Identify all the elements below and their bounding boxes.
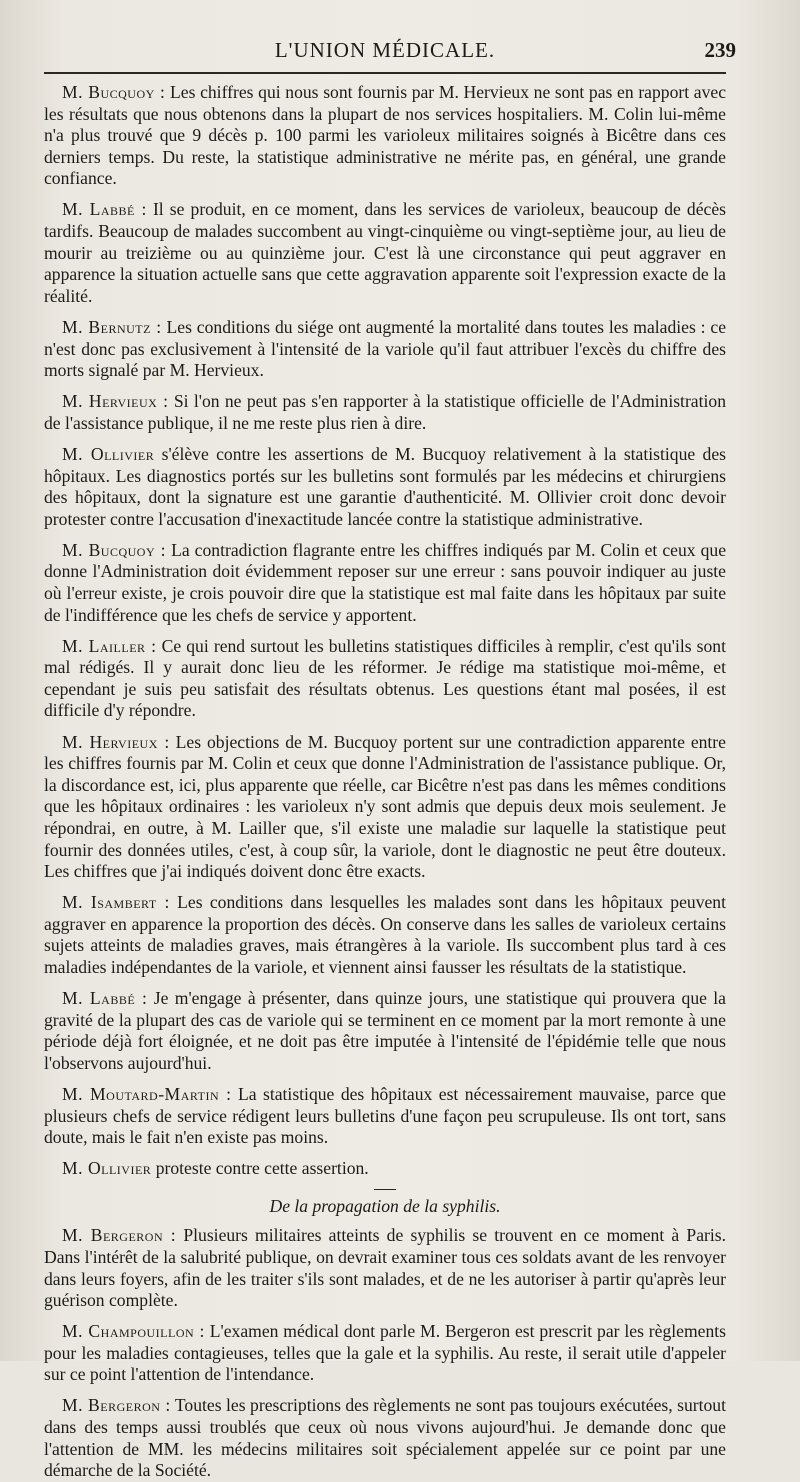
speaker-name: M. Bernutz : xyxy=(62,316,162,337)
paragraph xyxy=(44,444,726,530)
paragraph xyxy=(44,732,726,883)
paragraph xyxy=(44,892,726,978)
paragraph-text: Les conditions du siége ont augmenté la mortalité dans toutes les maladies : ce n'est donc pas exclusivement à l'intensité de la variole qu'il faut attribuer l'excès du chiffre des morts signalé par M. Hervieux. xyxy=(44,316,726,381)
paragraph-text: L'examen médical dont parle M. Bergeron est prescrit par les règlements pour les maladies contagieuses, telles que la gale et la syphilis. Au reste, il serait utile d'appeler sur ce point l'attention de l'intendance. xyxy=(44,1321,726,1385)
paragraph xyxy=(44,199,726,307)
speaker-name: M. Labbé : xyxy=(62,199,147,220)
speaker-name: M. Lailler : xyxy=(62,635,157,656)
speaker-name: M. Bergeron : xyxy=(62,1225,177,1246)
paragraph-text: Les objections de M. Bucquoy portent sur une contradiction apparente entre les chiffres fournis par M. Colin et ceux que donne l'Administration de l'assistance publique. Or, la discordance est, ici, plus apparente que réelle, car Bicêtre n'est pas dans les mêmes conditions que les hôpitaux ordinaires : les varioleux n'y sont admis que depuis deux mois seulement. Je répondrai, en outre, à M. Lailler que, s'il existe une maladie sur laquelle la statistique peut fournir des données utiles, c'est, à coup sûr, la variole, dont le diagnostic ne peut être douteux. Les chiffres que j'ai indiqués doivent donc être exacts. xyxy=(44,731,726,882)
paragraph xyxy=(44,1225,726,1311)
section-divider xyxy=(374,1189,396,1190)
paragraph xyxy=(44,1084,726,1149)
paragraph-text: Plusieurs militaires atteints de syphilis se trouvent en ce moment à Paris. Dans l'intérêt de la salubrité publique, on devrait examiner tous ces soldats avant de les renvoyer dans leurs foyers, afin de les traiter s'ils sont malades, et de ne les autoriser à partir qu'après leur guérison complète. xyxy=(44,1225,726,1311)
speaker-name: M. Hervieux : xyxy=(62,391,169,412)
paragraph-text: Toutes les prescriptions des règlements ne sont pas toujours exécutées, surtout dans des temps aussi troublés que ceux où nous vivons aujourd'hui. Je demande donc que l'attention de MM. les médecins militaires soit spécialement appelée sur ce point par une démarche de la Société. xyxy=(44,1395,726,1481)
section-heading xyxy=(44,1189,726,1217)
speaker-name: M. Ollivier xyxy=(62,443,155,464)
speaker-name: M. Labbé : xyxy=(62,988,148,1009)
paragraph xyxy=(44,1395,726,1481)
paragraph-text: Si l'on ne peut pas s'en rapporter à la statistique officielle de l'Administration de l'assistance publique, il ne me reste plus rien à dire. xyxy=(44,391,726,433)
paragraph xyxy=(44,391,726,434)
speaker-name: M. Bucquoy : xyxy=(62,82,166,102)
speaker-name: M. Bucquoy : xyxy=(62,539,167,560)
paragraph-text: Il se produit, en ce moment, dans les services de varioleux, beaucoup de décès tardifs. Beaucoup de malades succombent au vingt-cinquième ou vingt-septième jour, au lieu de mourir au treizième ou au quinzième jour. C'est là une circonstance qui peut aggraver en apparence la situation actuelle sans que cette aggravation apparente soit l'expression exacte de la réalité. xyxy=(44,199,726,306)
paragraph xyxy=(44,988,726,1074)
paragraph-text: Les chiffres qui nous sont fournis par M. Hervieux ne sont pas en rapport avec les résultats que nous obtenons dans la plupart de nos services hospitaliers. M. Colin lui-même n'a plus trouvé que 9 décès p. 100 parmi les varioleux militaires soignés à Bicêtre dans ces derniers temps. Du reste, la statistique administrative ne mérite pas, en général, une grande confiance. xyxy=(44,82,727,189)
paragraph xyxy=(44,1321,726,1386)
paragraph xyxy=(44,636,726,722)
paragraph xyxy=(44,317,726,382)
paragraph xyxy=(44,1158,726,1180)
page-number: 239 xyxy=(704,38,736,62)
paragraph-text: Je m'engage à présenter, dans quinze jours, une statistique qui prouvera que la gravité de la plupart des cas de variole qui se terminent en ce moment par la mort remonte à une période déjà fort éloignée, et ne doit pas être imputée à l'intensité de l'épidémie telle que nous l'observons aujourd'hui. xyxy=(44,988,726,1073)
paragraph-text: La statistique des hôpitaux est nécessairement mauvaise, parce que plusieurs chefs de service rédigent leurs bulletins d'une façon peu scrupuleuse. Ils ont tort, sans doute, mais le fait n'en existe pas moins. xyxy=(44,1083,726,1148)
running-header xyxy=(44,34,736,74)
speaker-name: M. Hervieux : xyxy=(62,731,170,752)
article-body xyxy=(44,74,726,1482)
paragraph-text: s'élève contre les assertions de M. Bucquoy relativement à la statistique des hôpitaux. Les diagnostics portés sur les bulletins sont formulés par les médecins et chirurgiens des hôpitaux, dont la signature est une garantie d'authenticité. M. Ollivier croit donc devoir protester contre l'accusation d'inexactitude lancée contre la statistique administrative. xyxy=(44,443,726,529)
paragraph xyxy=(44,82,726,190)
speaker-name: M. Isambert : xyxy=(62,892,170,913)
section-title: De la propagation de la syphilis. xyxy=(269,1196,501,1217)
paragraph-text: Ce qui rend surtout les bulletins statistiques difficiles à remplir, c'est qu'ils sont mal rédigés. Il y aurait donc lieu de les réformer. Je rédige ma statistique moi-même, et cependant je suis peu satisfait des résultats obtenus. Les questions étant mal posées, il est difficile d'y répondre. xyxy=(44,635,726,721)
paragraph xyxy=(44,540,726,626)
speaker-name: M. Ollivier xyxy=(62,1158,152,1179)
speaker-name: M. Moutard-Martin : xyxy=(62,1083,232,1104)
paragraph-text: proteste contre cette assertion. xyxy=(151,1158,369,1179)
speaker-name: M. Champouillon : xyxy=(62,1321,205,1342)
paragraph-text: La contradiction flagrante entre les chiffres indiqués par M. Colin et ceux que donne l'Administration doit évidemment reposer sur une erreur : sans pouvoir indiquer au juste où l'erreur existe, je crois pouvoir dire que la statistique est mal faite dans les hôpitaux par suite de l'indifférence que les chefs de service y apportent. xyxy=(44,539,726,625)
journal-title: L'UNION MÉDICALE. xyxy=(274,38,496,62)
paragraph-text: Les conditions dans lesquelles les malades sont dans les hôpitaux peuvent aggraver en apparence la proportion des décès. On conserve dans les salles de varioleux certains sujets atteints de maladies graves, mais étrangères à la variole. Ils succombent plus tard à ces maladies indépendantes de la variole, et viennent ainsi fausser les résultats de la statistique. xyxy=(44,892,726,977)
speaker-name: M. Bergeron : xyxy=(62,1395,171,1416)
